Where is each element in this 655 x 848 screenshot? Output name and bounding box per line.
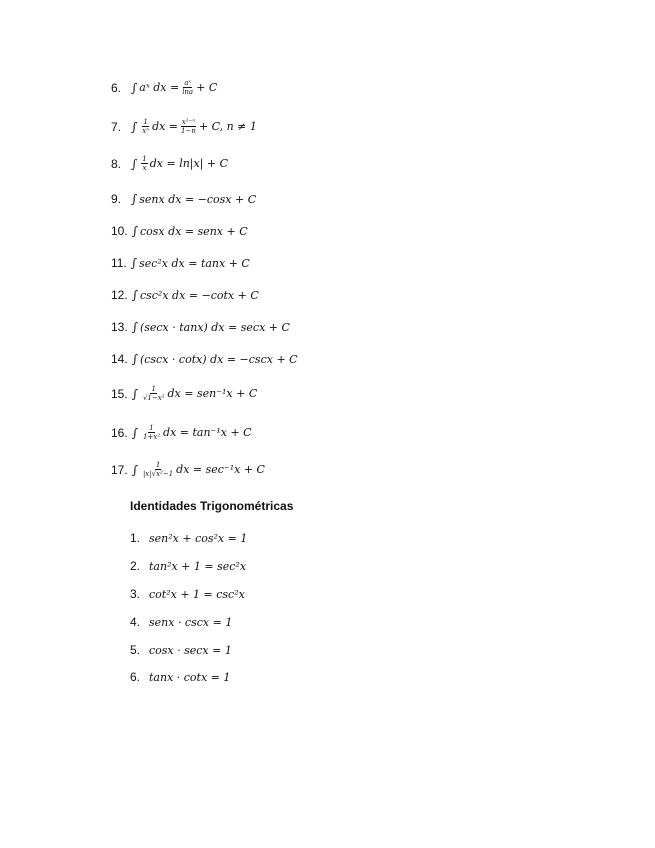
formula-expression: [132, 461, 265, 478]
integral-sign: ∫: [131, 425, 138, 440]
fraction-numerator: 1: [143, 118, 148, 126]
item-number: 4.: [130, 615, 141, 629]
fraction-denominator: √1−x²: [142, 394, 165, 402]
formula-lhs: aˣ dx =: [139, 81, 180, 94]
formula-7: [111, 118, 257, 135]
fraction-numerator: aˣ: [184, 79, 191, 87]
section-heading: Identidades Trigonométricas: [130, 499, 294, 513]
item-number: 5.: [130, 643, 141, 657]
formula-9: [111, 192, 256, 206]
formula-rhs: senx dx = −cosx + C: [139, 192, 257, 206]
formula-rhs: + C, n ≠ 1: [198, 120, 257, 133]
formula-11: [111, 256, 250, 270]
item-number: 7.: [111, 119, 122, 134]
formula-8: [111, 155, 228, 172]
item-number: 16.: [111, 425, 128, 440]
item-number: 3.: [130, 587, 141, 601]
identity-expression: senx · cscx = 1: [149, 615, 233, 629]
identity-expression: sen²x + cos²x = 1: [149, 531, 248, 545]
formula-expression: [132, 224, 248, 238]
integral-sign: ∫: [131, 224, 138, 238]
fraction: [142, 461, 174, 478]
identity-expression: cosx · secx = 1: [149, 643, 232, 657]
formula-expression: [131, 118, 257, 135]
identity-5: [130, 643, 232, 657]
identity-2: [130, 559, 246, 573]
item-number: 9.: [111, 192, 122, 206]
identity-expression: cot²x + 1 = csc²x: [149, 587, 245, 601]
item-number: 14.: [111, 352, 128, 366]
fraction: [141, 118, 150, 135]
formula-15: [111, 385, 257, 402]
formula-17: [111, 461, 265, 478]
identity-expression: tan²x + 1 = sec²x: [149, 559, 247, 573]
integral-sign: ∫: [131, 80, 138, 95]
item-number: 6.: [130, 670, 141, 684]
fraction-denominator: 1−n: [181, 127, 196, 135]
formula-16: [111, 424, 252, 441]
identity-1: [130, 531, 247, 545]
formula-rhs: dx = sen⁻¹x + C: [167, 387, 258, 400]
formula-rhs: dx = ln|x| + C: [149, 157, 229, 170]
fraction-denominator: x: [142, 164, 147, 172]
formula-6: [111, 79, 217, 96]
formula-rhs: (secx · tanx) dx = secx + C: [139, 320, 290, 334]
fraction: [180, 118, 197, 135]
formula-expression: [132, 385, 258, 402]
fraction-numerator: 1: [149, 424, 154, 432]
item-number: 11.: [111, 256, 127, 270]
fraction-numerator: 1: [142, 155, 147, 163]
formula-expression: [132, 288, 259, 302]
formula-rhs: dx = sec⁻¹x + C: [176, 463, 265, 476]
formula-expression: [132, 320, 290, 334]
formula-mid: dx =: [152, 120, 179, 133]
integral-sign: ∫: [131, 156, 138, 171]
integral-sign: ∫: [131, 320, 138, 334]
identity-3: [130, 587, 245, 601]
item-number: 17.: [111, 462, 128, 477]
integral-sign: ∫: [131, 288, 138, 302]
formula-14: [111, 352, 298, 366]
fraction-denominator: 1+x²: [142, 433, 161, 441]
item-number: 13.: [111, 320, 128, 334]
item-number: 1.: [130, 531, 141, 545]
fraction: [141, 155, 147, 172]
fraction: [181, 79, 194, 96]
item-number: 12.: [111, 288, 128, 302]
fraction-denominator: lna: [182, 88, 194, 96]
identity-6: [130, 670, 230, 684]
integral-sign: ∫: [131, 119, 138, 134]
formula-rhs: dx = tan⁻¹x + C: [163, 426, 252, 439]
formula-expression: [131, 256, 250, 270]
formula-expression: [132, 424, 252, 441]
formula-12: [111, 288, 259, 302]
item-number: 6.: [111, 80, 122, 95]
fraction: [142, 424, 161, 441]
integral-sign: ∫: [131, 192, 138, 206]
item-number: 8.: [111, 156, 122, 171]
fraction-denominator: xⁿ: [142, 127, 150, 135]
item-number: 2.: [130, 559, 141, 573]
formula-rhs: (cscx · cotx) dx = −cscx + C: [139, 352, 298, 366]
item-number: 10.: [111, 224, 128, 238]
fraction-numerator: 1: [151, 385, 156, 393]
identity-expression: tanx · cotx = 1: [149, 670, 231, 684]
formula-rhs: + C: [196, 81, 218, 94]
integral-sign: ∫: [131, 462, 138, 477]
fraction-numerator: x¹⁻ⁿ: [181, 118, 196, 126]
formula-expression: [132, 352, 298, 366]
formula-rhs: sec²x dx = tanx + C: [139, 256, 250, 270]
fraction-numerator: 1: [155, 461, 161, 469]
item-number: 15.: [111, 386, 128, 401]
fraction: [142, 385, 166, 402]
formula-expression: [131, 79, 217, 96]
formula-13: [111, 320, 290, 334]
integral-sign: ∫: [130, 256, 138, 270]
formula-10: [111, 224, 248, 238]
formula-expression: [131, 155, 228, 172]
identity-4: [130, 615, 232, 629]
formula-expression: [131, 192, 256, 206]
integral-sign: ∫: [131, 352, 138, 366]
fraction-denominator: |x|√x²−1: [142, 470, 174, 478]
formula-rhs: csc²x dx = −cotx + C: [139, 288, 259, 302]
integral-sign: ∫: [131, 386, 138, 401]
formula-rhs: cosx dx = senx + C: [139, 224, 248, 238]
